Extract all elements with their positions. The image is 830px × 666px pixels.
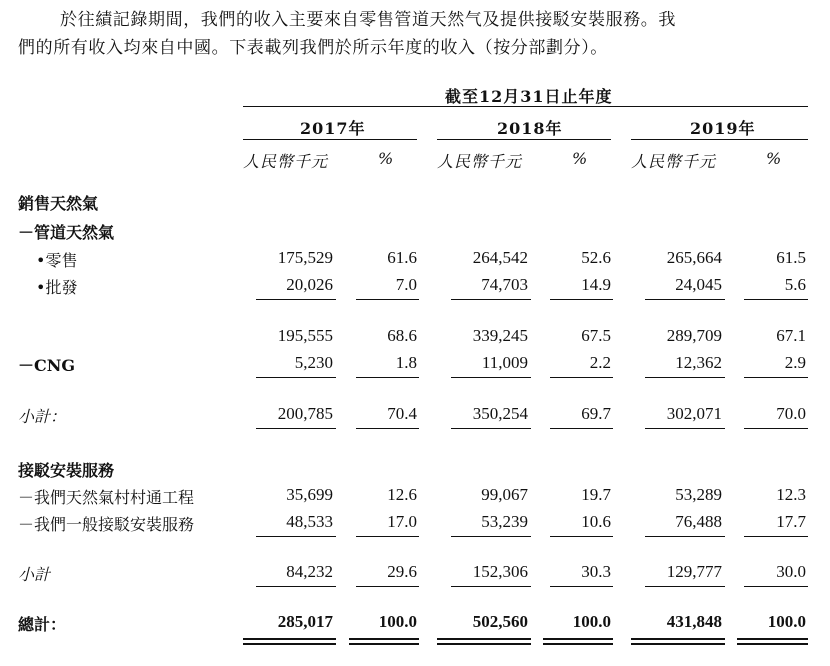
rule-sub1b-2018-pct (550, 428, 613, 429)
cell-total-2019-rmb: 431,848 (666, 612, 722, 631)
rule-total-b-2018-pct (543, 643, 613, 645)
pct-2018: % (572, 149, 589, 168)
cell-general-2018-pct: 10.6 (581, 512, 611, 531)
rule-sum-2018-pct (550, 299, 613, 300)
rule-sub1-2018-pct (550, 377, 613, 378)
row-label-wholesale: •批發 (36, 278, 78, 297)
cell-sub2-2019-rmb: 129,777 (666, 562, 722, 581)
cell-wholesale-2018-rmb: 74,703 (481, 275, 528, 294)
cell-sub1-2019-rmb: 302,071 (666, 404, 722, 423)
cell-wholesale-2018-pct: 14.9 (581, 275, 611, 294)
cell-piped-2019-rmb: 289,709 (666, 326, 722, 345)
cell-retail-2019-pct: 61.5 (776, 248, 806, 267)
cell-total-2018-pct: 100.0 (572, 612, 611, 631)
row-label-gas-sales: 銷售天然氣 (18, 194, 99, 213)
rule-sub2-2017-rmb (256, 536, 336, 537)
row-label-total: 總計： (18, 615, 67, 634)
cell-sub2-2018-rmb: 152,306 (472, 562, 528, 581)
cell-piped-2018-pct: 67.5 (581, 326, 611, 345)
cell-piped-2017-rmb: 195,555 (277, 326, 333, 345)
row-label-retail: •零售 (36, 251, 78, 270)
cell-wholesale-2017-rmb: 20,026 (286, 275, 333, 294)
rule-sub2b-2017-pct (356, 586, 419, 587)
rule-sub1b-2017-pct (356, 428, 419, 429)
rule-sub1b-2019-pct (744, 428, 808, 429)
rule-sub1-2017-pct (356, 377, 419, 378)
rule-total-a-2019-pct (737, 638, 808, 640)
cell-sub2-2017-pct: 29.6 (387, 562, 417, 581)
rule-total-a-2017-pct (349, 638, 419, 640)
unit-2017: 人民幣千元 (243, 152, 329, 171)
cell-retail-2018-pct: 52.6 (581, 248, 611, 267)
row-label-village-project: －我們天然氣村村通工程 (18, 488, 195, 507)
rule-sub2-2017-pct (356, 536, 419, 537)
year-rule-2019 (631, 139, 808, 140)
rule-sub1b-2018-rmb (451, 428, 531, 429)
period-header: 截至12月31日止年度 (445, 87, 613, 106)
row-label-subtotal-2: 小計 (18, 565, 51, 584)
cell-village-2018-rmb: 99,067 (481, 485, 528, 504)
cell-cng-2019-rmb: 12,362 (675, 353, 722, 372)
cell-sub1-2018-rmb: 350,254 (472, 404, 528, 423)
cell-village-2018-pct: 19.7 (581, 485, 611, 504)
cell-retail-2019-rmb: 265,664 (666, 248, 722, 267)
rule-total-a-2019-rmb (631, 638, 725, 640)
cell-village-2019-pct: 12.3 (776, 485, 806, 504)
rule-sum-2018-rmb (451, 299, 531, 300)
cell-general-2019-rmb: 76,488 (675, 512, 722, 531)
rule-total-b-2018-rmb (437, 643, 531, 645)
rule-sub1-2019-rmb (645, 377, 725, 378)
unit-2019: 人民幣千元 (631, 152, 717, 171)
rule-sum-2017-pct (356, 299, 419, 300)
row-label-subtotal-1: 小計： (18, 407, 67, 426)
year-rule-2017 (243, 139, 417, 140)
rule-sum-2019-pct (744, 299, 808, 300)
row-label-general-install: －我們一般接駁安裝服務 (18, 515, 195, 534)
intro-line-1: 於往績記錄期間，我們的收入主要來自零售管道天然气及提供接駁安裝服務。我 (60, 10, 676, 30)
rule-sum-2019-rmb (645, 299, 725, 300)
period-rule (243, 106, 808, 107)
cell-sub1-2017-rmb: 200,785 (277, 404, 333, 423)
year-2019: 2019年 (690, 119, 756, 138)
rule-total-a-2018-pct (543, 638, 613, 640)
cell-sub2-2017-rmb: 84,232 (286, 562, 333, 581)
cell-sub1-2018-pct: 69.7 (581, 404, 611, 423)
rule-sub2-2019-rmb (645, 536, 725, 537)
cell-retail-2017-pct: 61.6 (387, 248, 417, 267)
row-label-connection: 接駁安裝服務 (18, 461, 115, 480)
rule-sub2b-2018-rmb (451, 586, 531, 587)
cell-retail-2018-rmb: 264,542 (472, 248, 528, 267)
cell-village-2019-rmb: 53,289 (675, 485, 722, 504)
rule-sub1-2019-pct (744, 377, 808, 378)
cell-general-2019-pct: 17.7 (776, 512, 806, 531)
rule-total-a-2018-rmb (437, 638, 531, 640)
cell-piped-2019-pct: 67.1 (776, 326, 806, 345)
rule-sub2b-2019-rmb (645, 586, 725, 587)
cell-general-2017-rmb: 48,533 (286, 512, 333, 531)
cell-cng-2018-rmb: 11,009 (481, 353, 528, 372)
rule-sub2b-2018-pct (550, 586, 613, 587)
cell-piped-2018-rmb: 339,245 (472, 326, 528, 345)
rule-total-b-2017-pct (349, 643, 419, 645)
cell-piped-2017-pct: 68.6 (387, 326, 417, 345)
pct-2019: % (766, 149, 783, 168)
rule-total-b-2017-rmb (243, 643, 336, 645)
row-label-piped-gas: －管道天然氣 (18, 223, 115, 242)
cell-total-2019-pct: 100.0 (767, 612, 806, 631)
cell-village-2017-rmb: 35,699 (286, 485, 333, 504)
rule-sum-2017-rmb (256, 299, 336, 300)
rule-sub1-2018-rmb (451, 377, 531, 378)
cell-sub2-2019-pct: 30.0 (776, 562, 806, 581)
rule-sub2-2019-pct (744, 536, 808, 537)
cell-cng-2019-pct: 2.9 (784, 353, 806, 372)
rule-sub2b-2019-pct (744, 586, 808, 587)
pct-2017: % (378, 149, 395, 168)
cell-sub1-2019-pct: 70.0 (776, 404, 806, 423)
cell-wholesale-2017-pct: 7.0 (395, 275, 417, 294)
cell-total-2017-pct: 100.0 (378, 612, 417, 631)
cell-sub1-2017-pct: 70.4 (387, 404, 417, 423)
year-rule-2018 (437, 139, 611, 140)
rule-sub2b-2017-rmb (256, 586, 336, 587)
cell-total-2017-rmb: 285,017 (277, 612, 333, 631)
rule-sub1-2017-rmb (256, 377, 336, 378)
rule-sub1b-2017-rmb (256, 428, 336, 429)
cell-cng-2017-pct: 1.8 (395, 353, 417, 372)
cell-village-2017-pct: 12.6 (387, 485, 417, 504)
rule-total-b-2019-rmb (631, 643, 725, 645)
cell-general-2017-pct: 17.0 (387, 512, 417, 531)
cell-general-2018-rmb: 53,239 (481, 512, 528, 531)
rule-total-b-2019-pct (737, 643, 808, 645)
cell-cng-2018-pct: 2.2 (589, 353, 611, 372)
cell-sub2-2018-pct: 30.3 (581, 562, 611, 581)
cell-wholesale-2019-rmb: 24,045 (675, 275, 722, 294)
row-label-cng: －CNG (18, 356, 76, 375)
intro-line-2: 們的所有收入均來自中國。下表載列我們於所示年度的收入（按分部劃分）。 (18, 38, 608, 58)
cell-cng-2017-rmb: 5,230 (294, 353, 333, 372)
rule-sub1b-2019-rmb (645, 428, 725, 429)
rule-sub2-2018-pct (550, 536, 613, 537)
rule-total-a-2017-rmb (243, 638, 336, 640)
rule-sub2-2018-rmb (451, 536, 531, 537)
unit-2018: 人民幣千元 (437, 152, 523, 171)
cell-total-2018-rmb: 502,560 (472, 612, 528, 631)
cell-retail-2017-rmb: 175,529 (277, 248, 333, 267)
cell-wholesale-2019-pct: 5.6 (784, 275, 806, 294)
year-2017: 2017年 (300, 119, 366, 138)
year-2018: 2018年 (497, 119, 563, 138)
